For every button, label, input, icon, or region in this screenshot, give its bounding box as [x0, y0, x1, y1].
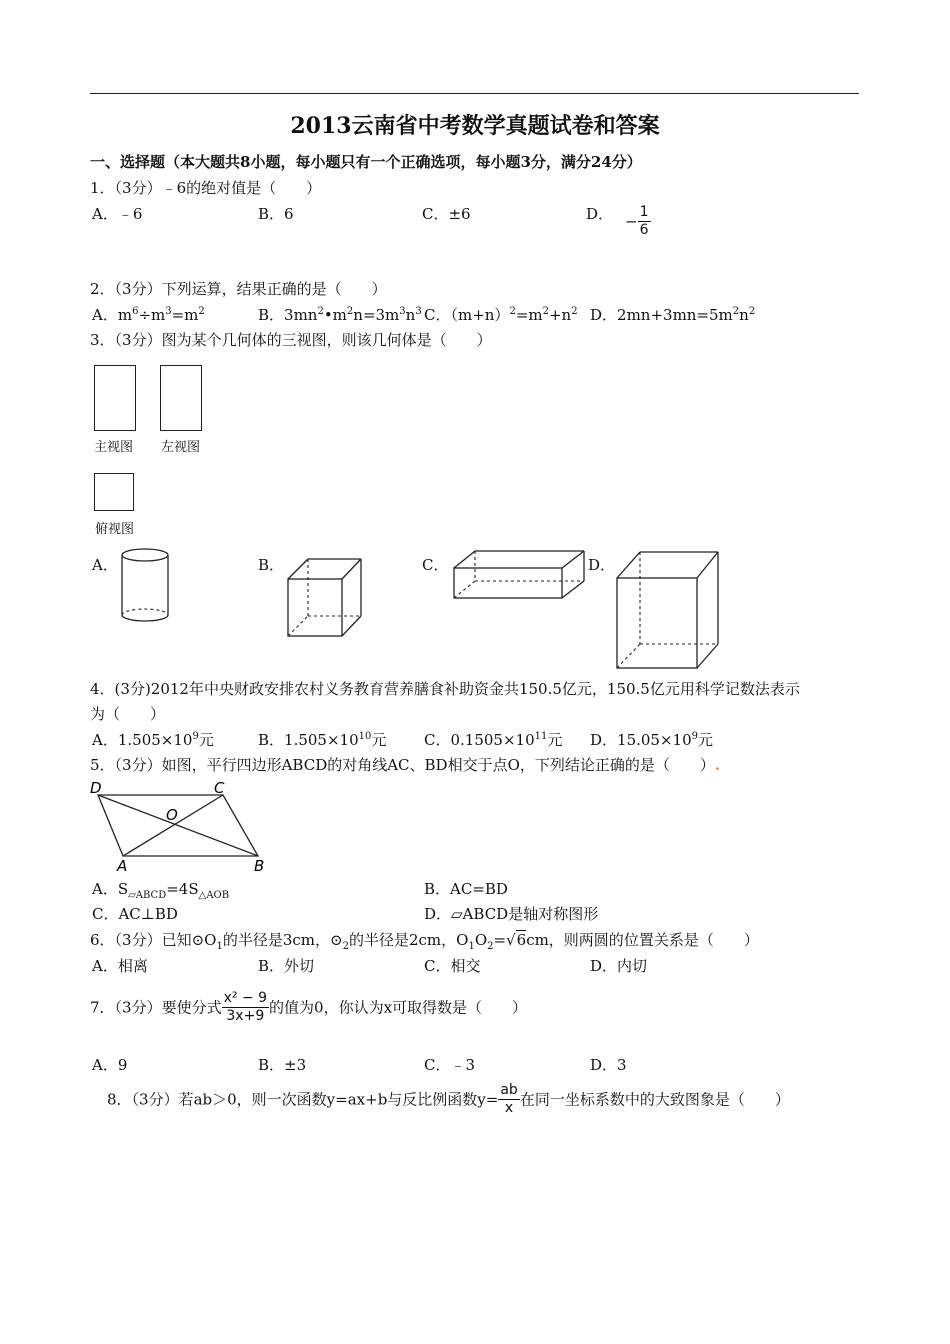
q2-option-c: C．$(m+n)^2=m^2+n^2$ [424, 306, 578, 324]
q7-option-a: A．9 [92, 1056, 128, 1074]
q1-option-d: D． [586, 205, 614, 223]
question-5-stem: 5．（3分）如图，平行四边形ABCD的对角线AC、BD相交于点O，下列结论正确的是（ ）. [90, 756, 721, 774]
q3-option-d: D． [588, 556, 616, 574]
q2-option-a: A．$m^6\div m^3=m^2$ [92, 306, 205, 324]
vertex-b-label: B [254, 857, 265, 873]
q1-option-d-fraction: − $\frac{1}{6}$ [625, 204, 649, 238]
question-1-stem: 1．（3分）﹣6的绝对值是（ ） [90, 179, 322, 197]
vertex-a-label: A [117, 857, 128, 873]
question-3-stem: 3．（3分）图为某个几何体的三视图，则该几何体是（ ） [90, 331, 492, 349]
question-7-stem: 7．（3分）要使分式 $\frac{\text{x² − 9}}{3x+9}$ 的值为0，你认为x可取得数是（ ） [90, 990, 528, 1024]
vertex-c-label: C [214, 779, 225, 797]
left-view-label: 左视图 [161, 440, 201, 455]
front-view-label: 主视图 [94, 440, 134, 455]
q7-option-c: C．﹣3 [424, 1056, 476, 1074]
question-4-stem-line2: 为（ ） [90, 705, 166, 723]
page-title: 2013云南省中考数学真题试卷和答案 [290, 113, 660, 139]
q7-option-b: B．±3 [258, 1056, 307, 1074]
q5-option-c: C．AC⊥BD [92, 905, 178, 923]
flat-box-figure [450, 548, 590, 603]
q6-option-c: C．相交 [424, 957, 481, 975]
question-6-stem: 6．（3分）已知$⊙O_1$的半径是3cm，$⊙_2$的半径是2cm，$O_1O_2=√6cm$，则两圆的位置关系是（ ） [90, 931, 759, 952]
q7-option-d: D．3 [590, 1056, 627, 1074]
vertex-o-label: O [166, 806, 178, 824]
top-view-label: 俯视图 [95, 522, 135, 537]
q6-option-d: D．内切 [590, 957, 648, 975]
q1-option-b: B．6 [258, 205, 294, 223]
q5-option-a: A．$S_{▱ABCD}=4S_{\triangle AOB}$ [92, 880, 230, 901]
q4-option-a: A．$1.505\times 10^9$元 [92, 731, 214, 749]
question-4-stem-line1: 4．(3分)2012年中央财政安排农村义务教育营养膳食补助资金共150.5亿元，150.5亿元用科学记数法表示 [90, 680, 800, 698]
question-8-stem: 8．（3分）若ab＞0，则一次函数y=ax+b与反比例函数y= $\frac{ab}{x}$ 在同一坐标系数中的大致图象是（ ） [107, 1082, 790, 1116]
q4-option-b: B．$1.505\times 10^{10}$元 [258, 731, 387, 749]
q3-option-b: B． [258, 556, 285, 574]
q4-option-c: C．$0.1505\times 10^{11}$元 [424, 731, 563, 749]
top-rule [90, 93, 859, 94]
q2-option-b: B．$3mn^2•m^2n=3m^3n^3$ [258, 306, 422, 324]
vertex-d-label: D [90, 779, 102, 797]
q5-option-b: B．AC=BD [424, 880, 508, 898]
left-view-rect [160, 365, 202, 431]
q4-option-d: D．$15.05\times 10^9$元 [590, 731, 714, 749]
section-heading: 一、选择题（本大题共8小题，每小题只有一个正确选项，每小题3分，满分24分） [90, 153, 642, 171]
parallelogram-figure [88, 778, 273, 873]
question-2-stem: 2．（3分）下列运算，结果正确的是（ ） [90, 280, 387, 298]
front-view-rect [94, 365, 136, 431]
q2-option-d: D．$2mn+3mn=5m^2n^2$ [590, 306, 756, 324]
q3-option-c: C． [422, 556, 449, 574]
q6-option-a: A．相离 [92, 957, 148, 975]
q1-option-a: A．﹣6 [92, 205, 143, 223]
q5-option-d: D．▱ABCD是轴对称图形 [424, 905, 599, 923]
tall-box-figure [612, 548, 722, 673]
top-view-rect [94, 473, 134, 511]
cylinder-figure [115, 545, 175, 630]
q1-option-c: C．±6 [422, 205, 471, 223]
cube-figure [283, 555, 363, 640]
q3-option-a: A． [92, 556, 118, 574]
q6-option-b: B．外切 [258, 957, 315, 975]
